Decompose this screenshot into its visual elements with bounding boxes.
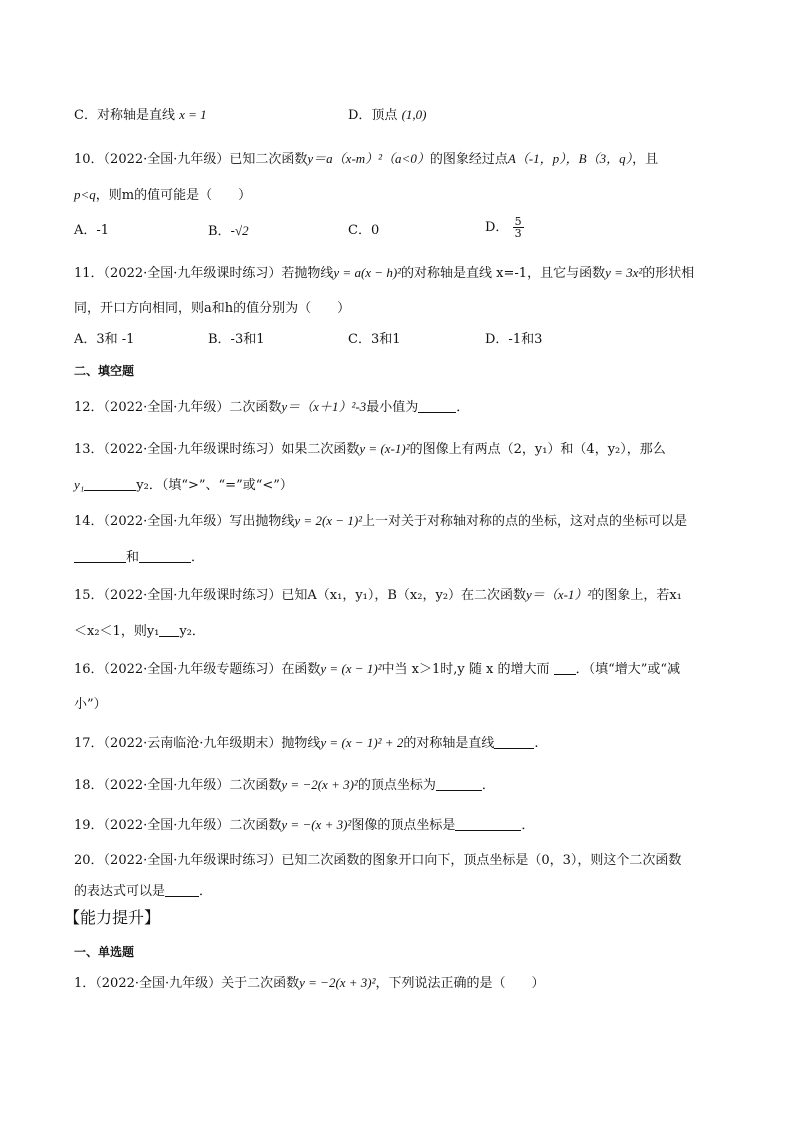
option-d-math: (1,0) [401,107,427,122]
q10-option-c: C．0 [348,223,380,238]
q10-option-b [208,222,249,241]
q10-option-d-fraction [513,216,524,239]
q19 [74,816,534,835]
q13-line1 [74,440,666,459]
q13-text-b: 的图像上有两点（2，y₁）和（4，y₂），那么 [409,442,666,457]
q10-cond: p<q [74,187,96,202]
q10-option-d-text: D． [485,220,509,235]
q17-text-b: 的对称轴是直线 [403,736,495,751]
q10-text-b: 的图象经过点 [429,152,508,167]
q11-line2: 同，开口方向相同，则a和h的值分别为（ ） [74,301,351,316]
q11-text-c: 的形状相 [642,266,695,281]
q17-answer-blank[interactable] [494,734,534,749]
q18-text-b: 的顶点坐标为 [357,778,436,793]
q10-line1 [74,150,658,169]
q17-text-a: 17．（2022·云南临沧·九年级期末）抛物线 [74,736,321,751]
q19-answer-blank[interactable] [455,816,521,831]
q10-text-d: ，则m的值可能是（ ） [95,188,252,203]
q12-math: y＝（x＋1）²-3 [281,399,367,414]
q17-text-c: . [534,736,539,751]
q15-text-a: 15．（2022·全国·九年级课时练习）已知A（x₁，y₁），B（x₂，y₂）在二次函数 [74,588,527,603]
q10-option-b-sqrt: √2 [234,223,249,238]
option-c-text: C．对称轴是直线 [74,108,175,123]
q10-option-a: A．-1 [74,223,110,238]
q13-math: y = (x-1)² [359,441,410,456]
q14-line2 [74,548,204,567]
ability-q1-text-a: 1．（2022·全国·九年级）关于二次函数 [74,976,300,991]
q10-option-d [485,216,524,239]
q20-text-b: 的表达式可以是 [74,884,166,899]
ability-section-title: 【能力提升】 [64,908,161,927]
q18-text-c: ． [481,778,495,793]
q16-answer-blank[interactable] [554,660,576,675]
q10-line2 [74,186,251,205]
q17-math: y = (x − 1)² + 2 [320,735,404,750]
q16-text-a: 16．（2022·全国·九年级专题练习）在函数 [74,662,321,677]
q14-text-a: 14．（2022·全国·九年级）写出抛物线 [74,514,295,529]
q12-text-b: 最小值为 [366,400,419,415]
q13-text-a: 13．（2022·全国·九年级课时练习）如果二次函数 [74,442,360,457]
option-c-math: x = 1 [179,107,207,122]
q10-points: A（-1，p），B（3，q） [507,151,633,166]
q11-math: y = a(x − h)² [333,265,402,280]
option-d [348,106,427,125]
q16-line1 [74,660,680,679]
fraction-numerator: 5 [514,215,522,228]
q10-option-b-text: B．- [208,224,235,239]
q10-math: y＝a（x-m）²（a<0） [307,151,430,166]
q20-answer-blank[interactable] [165,882,199,897]
section-fill-blank-title: 二、填空题 [74,364,135,378]
q15-answer-blank[interactable] [159,622,179,637]
q20-line1: 20．（2022·全国·九年级课时练习）已知二次函数的图象开口向下，顶点坐标是（0，3），则这个二次函数 [74,853,682,868]
q19-text-a: 19．（2022·全国·九年级）二次函数 [74,818,282,833]
q15-line2 [74,622,205,641]
q15-text-c: ＜x₂＜1，则y₁ [74,624,160,639]
q11-option-d: D．-1和3 [485,332,543,347]
q14-answer-blank-2[interactable] [139,548,191,563]
q12 [74,398,469,417]
q19-text-c: ． [521,818,535,833]
q18-answer-blank[interactable] [436,776,482,791]
q14-math: y = 2(x − 1)² [294,513,363,528]
q15-line1 [74,586,682,605]
q18-math: y = −2(x + 3)² [281,777,358,792]
ability-q1-text-b: ，下列说法正确的是（ ） [375,976,545,991]
q16-text-b: 中当 x＞1时,y 随 x 的增大而 [381,662,550,677]
q13-line2 [74,476,293,495]
q10-text-c: ，且 [632,152,659,167]
q15-math: y＝（x-1）² [526,587,592,602]
q11-option-b: B．-3和1 [208,332,265,347]
option-c [74,106,207,125]
q20-text-c: ． [199,884,213,899]
q11-text-b: 的对称轴是直线 x=-1，且它与函数 [401,266,606,281]
q18-text-a: 18．（2022·全国·九年级）二次函数 [74,778,282,793]
q14-answer-blank-1[interactable] [74,548,126,563]
q11-option-a: A．3和 -1 [74,332,135,347]
q17 [74,734,538,753]
q13-text-c: y₂．（填“>”、“=”或“<”） [136,478,293,493]
q14-text-end: ． [191,550,205,565]
fraction-denominator: 3 [514,227,522,240]
option-d-text: D．顶点 [348,108,398,123]
q14-line1 [74,512,687,531]
q19-math: y = −(x + 3)² [281,817,352,832]
q16-line2: 小”） [74,697,107,712]
q10-text-a: 10．（2022·全国·九年级）已知二次函数 [74,152,308,167]
q14-text-and: 和 [126,550,140,565]
q18 [74,776,495,795]
q12-text-c: ． [456,400,470,415]
q13-answer-blank[interactable] [84,476,136,491]
q20-line2 [74,882,212,901]
q12-answer-blank[interactable] [418,398,456,413]
ability-q1-math: y = −2(x + 3)² [299,975,376,990]
q15-text-b: 的图象上，若x₁ [591,588,682,603]
q11-line1 [74,264,694,283]
q16-text-c: ．（填“增大”或“减 [575,662,681,677]
q11-math2: y = 3x² [605,265,643,280]
ability-q1 [74,974,545,993]
q11-option-c: C．3和1 [348,332,401,347]
q19-text-b: 图像的顶点坐标是 [351,818,456,833]
q13-y1: y₁ [74,477,85,492]
section-single-choice-title: 一、单选题 [74,945,135,959]
q16-math: y = (x − 1)² [320,661,382,676]
q12-text-a: 12．（2022·全国·九年级）二次函数 [74,400,282,415]
q11-text-a: 11．（2022·全国·九年级课时练习）若抛物线 [74,266,334,281]
q15-text-d: y₂． [179,624,205,639]
q14-text-b: 上一对关于对称轴对称的点的坐标，这对点的坐标可以是 [362,514,688,529]
